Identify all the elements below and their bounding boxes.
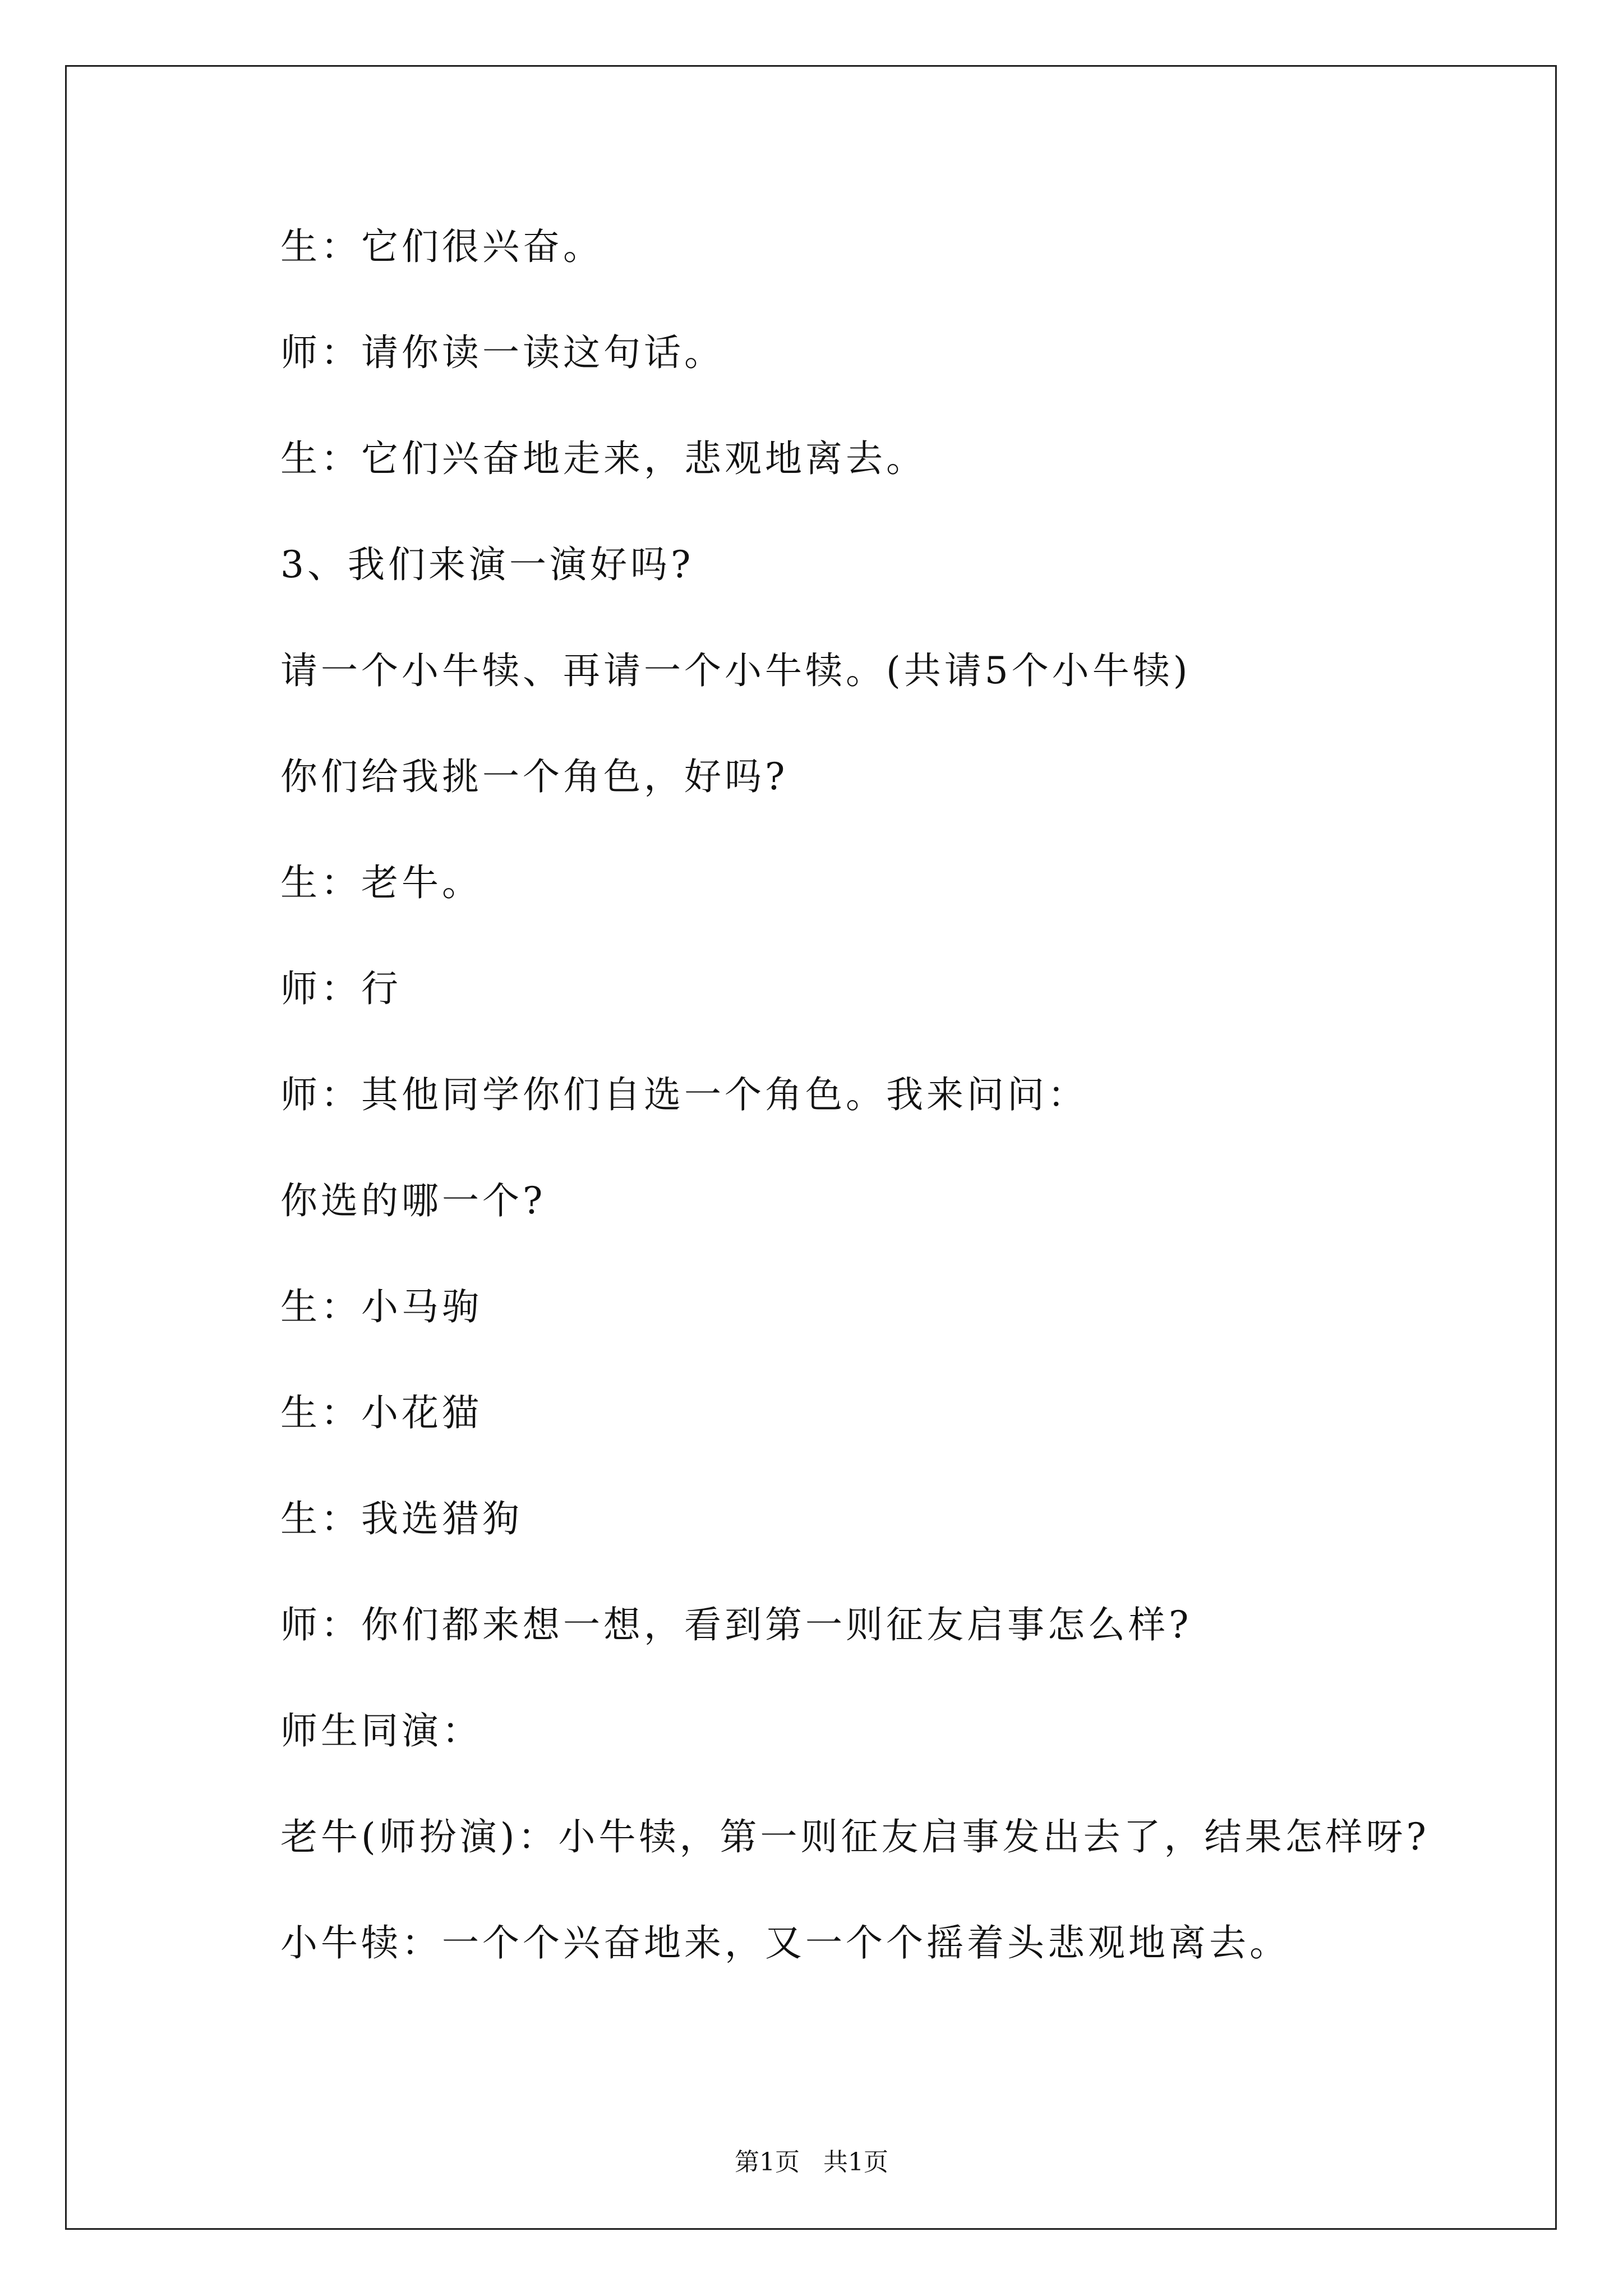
text-line: 生：它们兴奋地走来，悲观地离去。 xyxy=(280,437,926,480)
text-line: 师：行 xyxy=(280,967,402,1010)
text-line: 生：小花猫 xyxy=(280,1391,482,1434)
text-line: 3、我们来演一演好吗? xyxy=(280,543,694,586)
text-line: 老牛(师扮演)：小牛犊，第一则征友启事发出去了，结果怎样呀? xyxy=(280,1815,1430,1858)
text-line: 生：小马驹 xyxy=(280,1285,482,1328)
text-line: 小牛犊：一个个兴奋地来，又一个个摇着头悲观地离去。 xyxy=(280,1921,1290,1964)
text-line: 师生同演： xyxy=(280,1709,482,1752)
text-line: 你选的哪一个? xyxy=(280,1179,546,1222)
text-line: 生：老牛。 xyxy=(280,861,482,904)
document-body xyxy=(280,222,1511,2024)
text-line: 师：请你读一读这句话。 xyxy=(280,331,725,374)
text-line: 生：我选猎狗 xyxy=(280,1497,523,1540)
text-line: 师：你们都来想一想，看到第一则征友启事怎么样? xyxy=(280,1603,1192,1646)
text-line: 请一个小牛犊、再请一个小牛犊。(共请5个小牛犊) xyxy=(280,649,1191,692)
text-line: 师：其他同学你们自选一个角色。我来问问： xyxy=(280,1073,1088,1116)
text-line: 生：它们很兴奋。 xyxy=(280,225,603,268)
page-footer: 第1页 共1页 xyxy=(735,2148,888,2177)
text-line: 你们给我挑一个角色，好吗? xyxy=(280,755,789,798)
